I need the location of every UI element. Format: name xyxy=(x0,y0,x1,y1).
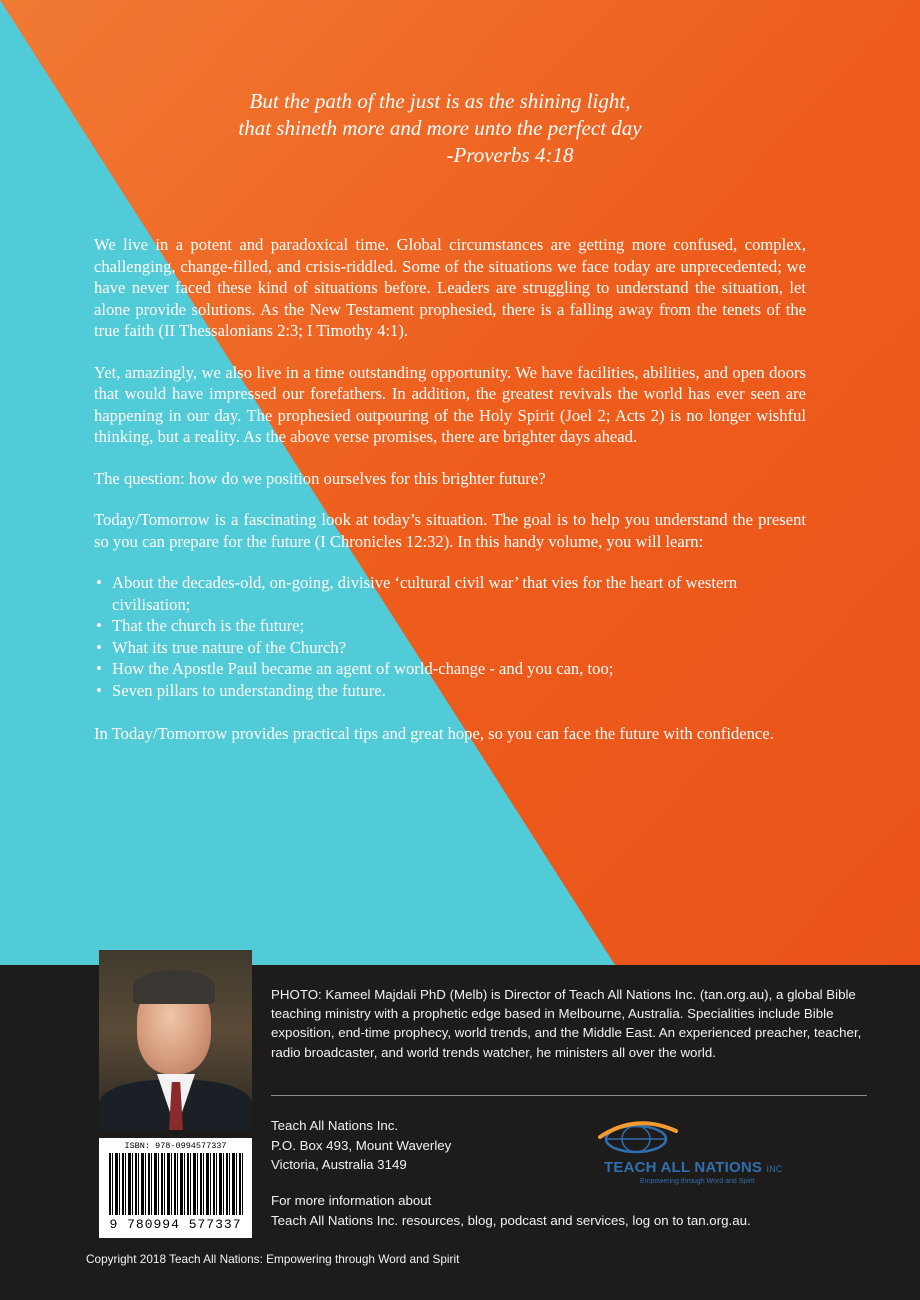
publisher-address xyxy=(271,1116,451,1175)
isbn-label: ISBN: 978-0994577337 xyxy=(124,1141,227,1151)
logo-suffix: INC xyxy=(766,1164,783,1174)
isbn-barcode xyxy=(99,1138,252,1238)
barcode-number: 9 780994 577337 xyxy=(109,1217,242,1232)
more-info xyxy=(271,1191,751,1230)
epigraph-quote xyxy=(140,88,740,169)
paragraph-2: Yet, amazingly, we also live in a time outstanding opportunity. We have facilities, abilities, and open doors that would have impressed our forefathers. In addition, the greatest revivals the world has ever seen are happening in our day. The prophesied outpouring of the Holy Spirit (Joel 2; Acts 2) is no longer wishful thinking, but a reality. As the above verse promises, there are brighter days ahead. xyxy=(94,362,806,446)
more-info-line-1: For more information about xyxy=(271,1193,432,1208)
list-item: • That the church is the future; xyxy=(94,615,806,637)
copyright-notice: Copyright 2018 Teach All Nations: Empowering through Word and Spirit xyxy=(86,1252,460,1266)
list-item: • How the Apostle Paul became an agent of world-change - and you can, too; xyxy=(94,658,806,680)
paragraph-3: The question: how do we position ourselves for this brighter future? xyxy=(94,468,546,488)
paragraph-5: In Today/Tomorrow provides practical tips and great hope, so you can face the future with confidence. xyxy=(94,724,774,743)
paragraph-4: Today/Tomorrow is a fascinating look at today’s situation. The goal is to help you understand the present so you can prepare for the future (I Chronicles 12:32). In this handy volume, you will learn: xyxy=(94,510,806,551)
address-line-2: P.O. Box 493, Mount Waverley xyxy=(271,1137,452,1153)
quote-line-1: But the path of the just is as the shining light, xyxy=(249,89,631,113)
logo-name: TEACH ALL NATIONS xyxy=(604,1159,763,1176)
more-info-line-2: Teach All Nations Inc. resources, blog, podcast and services, log on to tan.org.au. xyxy=(271,1212,751,1228)
quote-reference: -Proverbs 4:18 xyxy=(446,143,574,167)
address-line-1: Teach All Nations Inc. xyxy=(271,1118,399,1133)
author-bio: PHOTO: Kameel Majdali PhD (Melb) is Director of Teach All Nations Inc. (tan.org.au), a global Bible teaching ministry with a prophetic edge based in Melbourne, Australia. Specialities include Bible exposition, end-time prophecy, world trends, and the Middle East. An experienced preacher, teacher, radio broadcaster, and world trends watcher, he ministers all over the world. xyxy=(271,987,862,1060)
list-item: • Seven pillars to understanding the future. xyxy=(94,680,806,702)
learning-list xyxy=(94,572,806,701)
address-line-3: Victoria, Australia 3149 xyxy=(271,1157,407,1172)
barcode-bars xyxy=(109,1153,245,1215)
list-item: • About the decades-old, on-going, divisive ‘cultural civil war’ that vies for the heart of western civilisation; xyxy=(94,572,806,615)
logo-tagline: Empowering through Word and Spirit xyxy=(640,1178,755,1185)
author-photo xyxy=(99,950,252,1130)
paragraph-1: We live in a potent and paradoxical time. Global circumstances are getting more confused, complex, challenging, change-filled, and crisis-riddled. Some of the situations we face today are unprecedented; we have never faced these kind of situations before. Leaders are struggling to understand the situation, let alone provide solutions. As the New Testament prophesied, there is a falling away from the tenets of the true faith (II Thessalonians 2:3; I Timothy 4:1). xyxy=(94,235,806,340)
blurb xyxy=(94,234,806,765)
quote-line-2: that shineth more and more unto the perfect day xyxy=(238,116,642,140)
logo-wordmark xyxy=(604,1159,783,1176)
divider xyxy=(271,1095,867,1096)
photo-hair xyxy=(133,970,215,1004)
globe-logo-icon xyxy=(596,1117,846,1187)
list-item: • What its true nature of the Church? xyxy=(94,637,806,659)
